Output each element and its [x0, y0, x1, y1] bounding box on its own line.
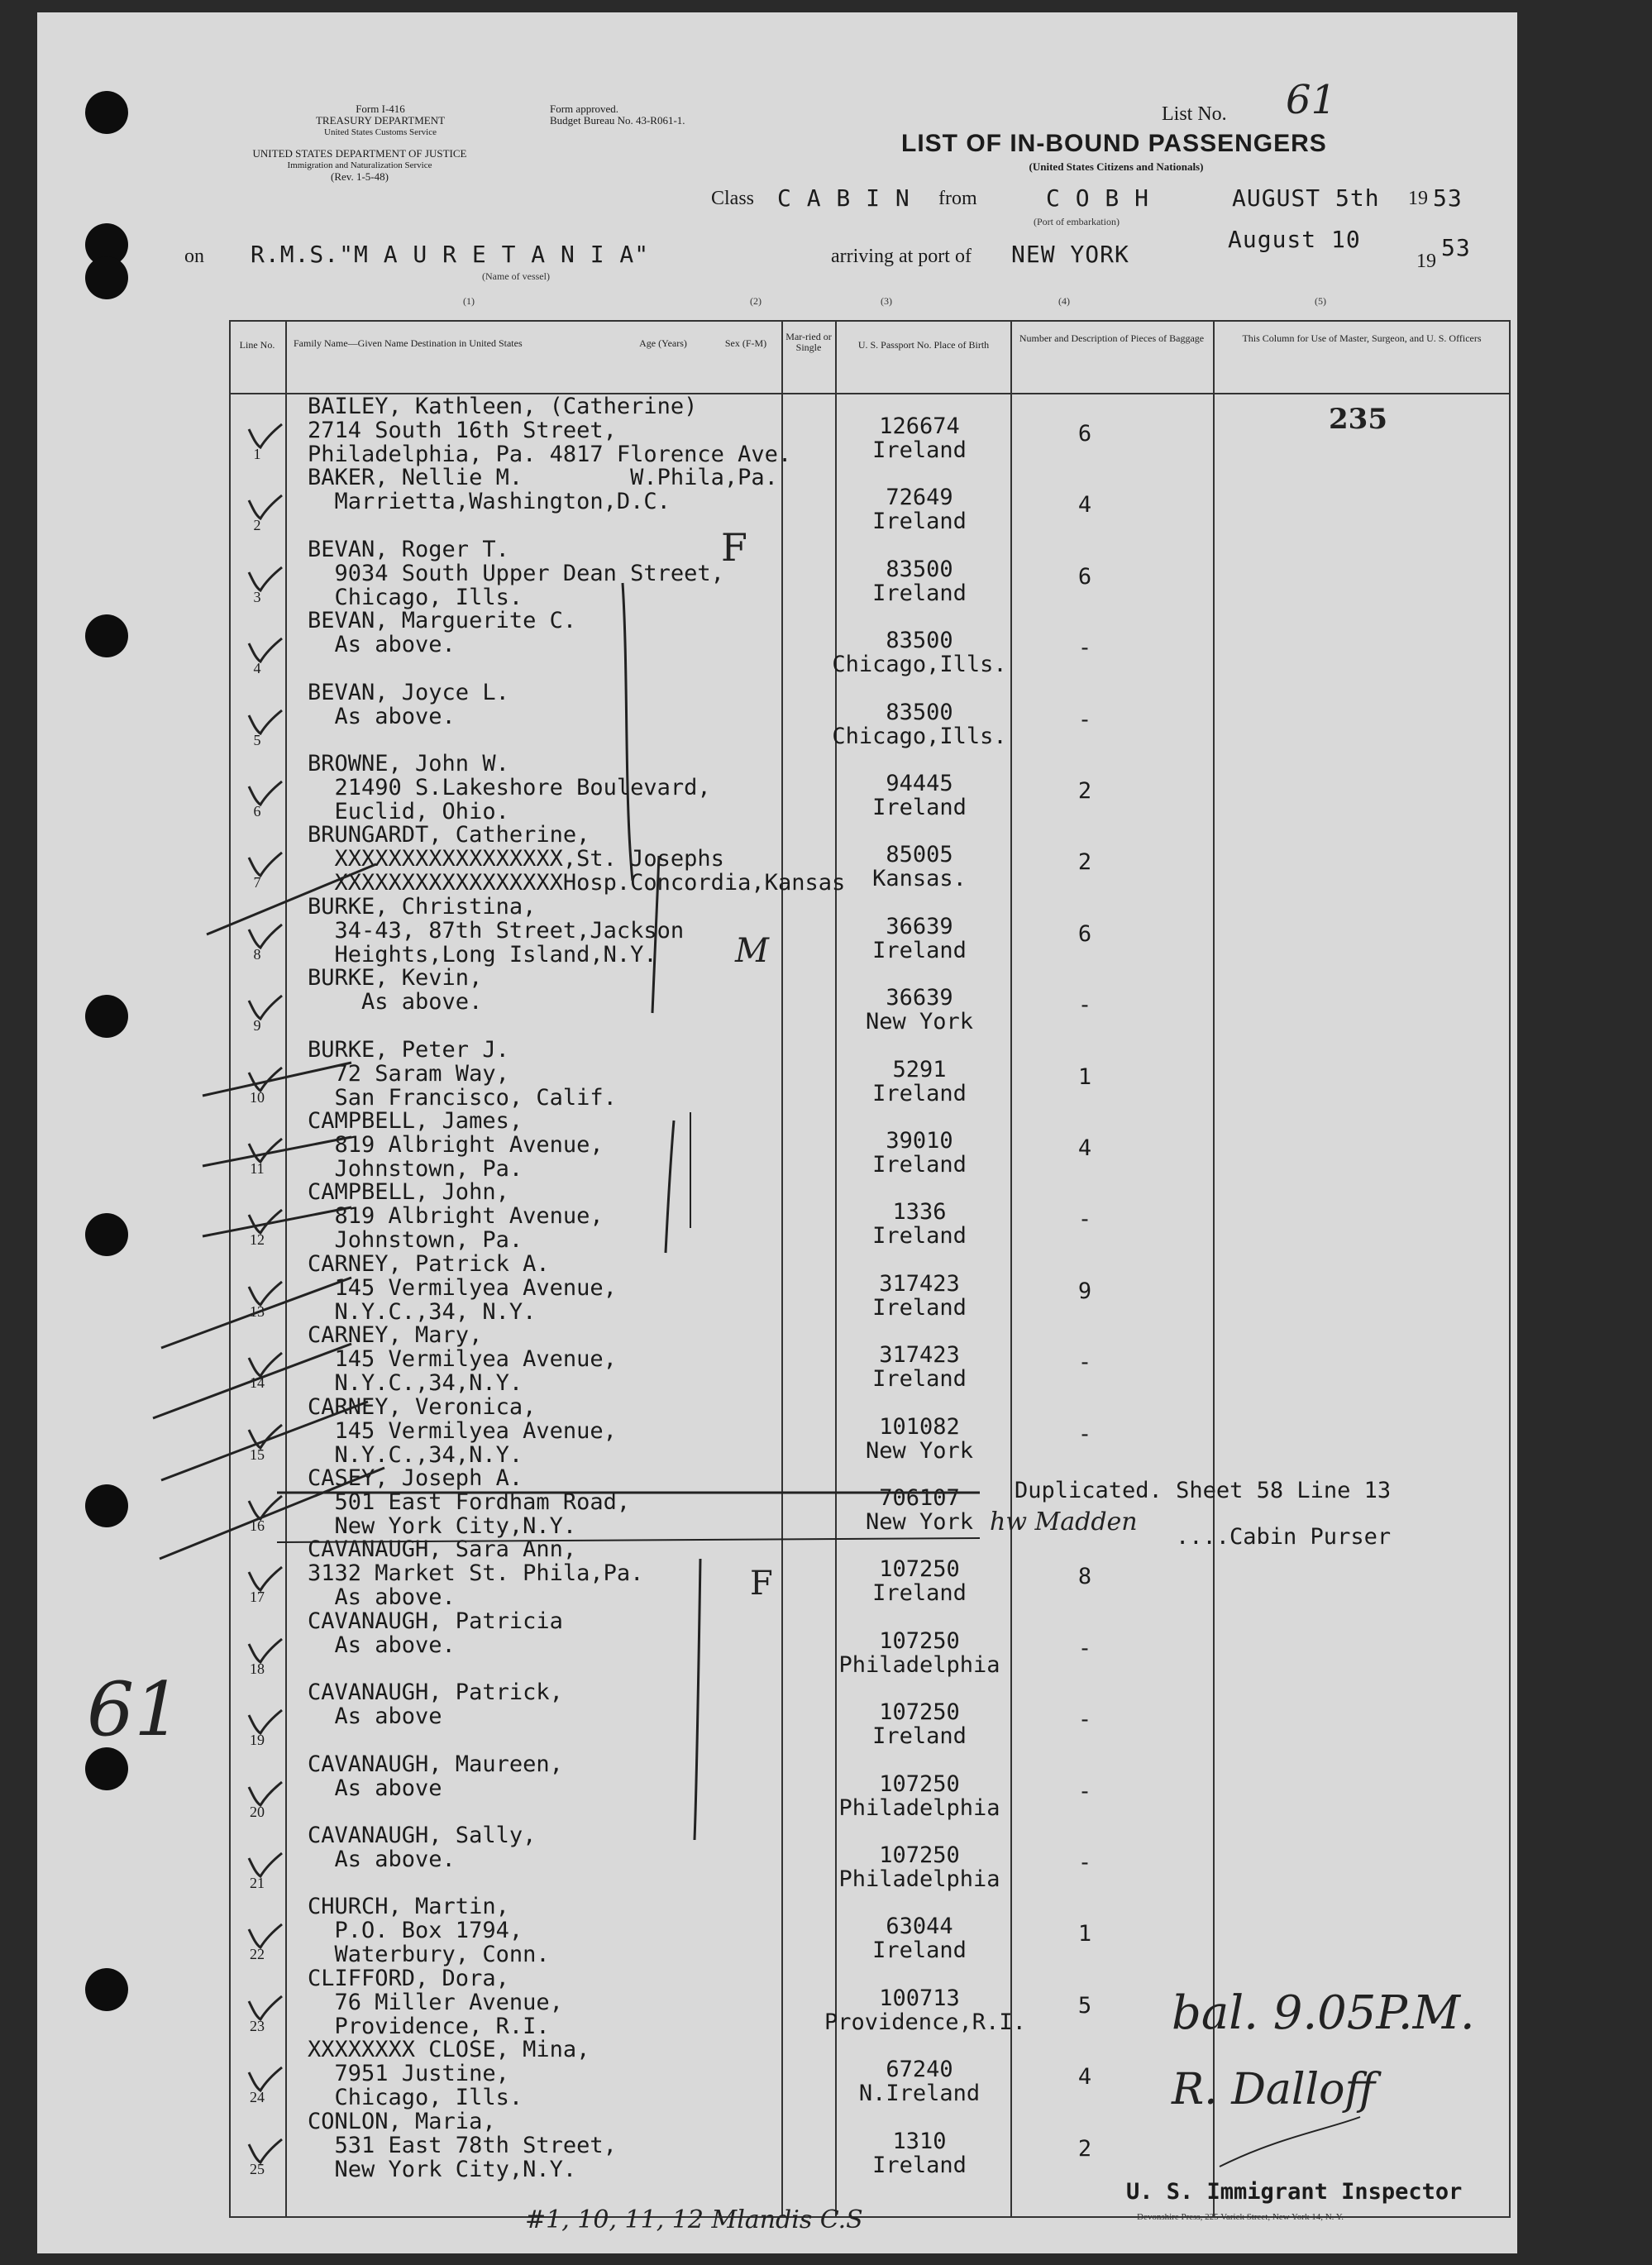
place-of-birth: Ireland: [872, 1294, 967, 1321]
address-line-2: San Francisco, Calif.: [308, 1084, 617, 1111]
passenger-name: BURKE, Kevin,: [308, 965, 483, 992]
mark-f-1: F: [721, 525, 747, 570]
baggage-count: -: [1077, 1421, 1092, 1447]
passenger-name: BEVAN, Joyce L.: [308, 679, 509, 705]
address-line-2: As above.: [308, 1847, 456, 1872]
address-line-1: 819 Albright Avenue,: [308, 1203, 604, 1230]
col-num-2: (2): [750, 295, 762, 307]
address-line-1: 3132 Market St. Phila,Pa.: [308, 1560, 644, 1587]
port-embark-note: (Port of embarkation): [1034, 216, 1120, 227]
address-line-1: 501 East Fordham Road,: [308, 1489, 631, 1515]
passenger-name: CAVANAUGH, Maureen,: [308, 1751, 563, 1777]
justice-dept: UNITED STATES DEPARTMENT OF JUSTICE: [252, 147, 467, 160]
page-title: LIST OF IN-BOUND PASSENGERS: [901, 130, 1327, 157]
address-line-2: Marrietta,Washington,D.C.: [308, 489, 671, 515]
address-line-2: New York City,N.Y.: [308, 2156, 577, 2182]
address-line-1: 145 Vermilyea Avenue,: [308, 1346, 617, 1373]
budget-bureau: Budget Bureau No. 43-R061-1.: [550, 114, 685, 127]
passport-number: 83500: [886, 628, 953, 654]
passport-number: 63044: [886, 1914, 953, 1940]
place-of-birth: Providence,R.I.: [824, 2009, 1026, 2035]
baggage-count: -: [1077, 992, 1092, 1019]
col-num-3: (3): [881, 295, 892, 307]
from-label: from: [938, 188, 977, 209]
baggage-count: -: [1077, 1707, 1092, 1733]
line-number: 13: [250, 1302, 265, 1320]
place-of-birth: Ireland: [872, 795, 967, 820]
place-of-birth: Ireland: [872, 1152, 967, 1178]
passport-number: 107250: [879, 1770, 960, 1797]
baggage-count: 2: [1077, 778, 1092, 804]
line-number: 3: [253, 588, 261, 605]
passport-number: 107250: [879, 1699, 960, 1726]
line-number: 15: [250, 1445, 265, 1463]
passport-number: 1336: [892, 1199, 947, 1226]
line-number: 5: [253, 731, 261, 748]
passport-number: 706107: [879, 1485, 960, 1511]
line-number: 24: [250, 2089, 265, 2106]
mark-m: M: [735, 932, 769, 970]
passport-number: 107250: [879, 1627, 960, 1654]
place-of-birth: New York: [865, 1009, 974, 1035]
form-approved: Form approved.: [550, 103, 619, 115]
passenger-name: XXXXXXXX CLOSE, Mina,: [308, 2037, 590, 2063]
manifest-sheet: [37, 12, 1517, 2253]
depart-date: AUGUST 5th: [1232, 184, 1380, 212]
address-line-1: 531 East 78th Street,: [308, 2132, 617, 2158]
address-line-2: Heights,Long Island,N.Y.: [308, 941, 657, 968]
col-line-header: Line No.: [239, 339, 275, 351]
col-sex-header: Sex (F-M): [724, 337, 767, 349]
address-line-1: 9034 South Upper Dean Street,: [308, 560, 724, 586]
place-of-birth: Ireland: [872, 1723, 967, 1750]
vessel-name: R.M.S."M A U R E T A N I A": [251, 241, 650, 268]
baggage-count: 9: [1077, 1278, 1092, 1304]
line-number: 8: [253, 945, 261, 963]
passport-number: 107250: [879, 1842, 960, 1868]
passenger-name: CARNEY, Mary,: [308, 1322, 483, 1349]
treasury-dept: TREASURY DEPARTMENT: [315, 114, 446, 127]
line-number: 17: [250, 1589, 265, 1606]
baggage-count: 4: [1077, 1135, 1092, 1161]
passenger-name: CAVANAUGH, Sara Ann,: [308, 1536, 577, 1563]
place-of-birth: Ireland: [872, 1366, 967, 1393]
passport-number: 83500: [886, 699, 953, 725]
officer-number: 235: [1329, 403, 1387, 436]
col-age-header: Age (Years): [639, 337, 687, 349]
arriving-label: arriving at port of: [831, 246, 972, 267]
line-number: 4: [253, 660, 261, 677]
address-line-2: Waterbury, Conn.: [308, 1942, 550, 1968]
baggage-count: 2: [1077, 849, 1092, 876]
passport-number: 317423: [879, 1270, 960, 1297]
line-number: 25: [250, 2160, 265, 2177]
address-line-1: 145 Vermilyea Avenue,: [308, 1417, 617, 1444]
arrival-year: 53: [1441, 234, 1471, 261]
baggage-count: 8: [1077, 1564, 1092, 1590]
baggage-count: 6: [1077, 563, 1092, 590]
mark-f-2: F: [750, 1565, 773, 1603]
passenger-name: BURKE, Peter J.: [308, 1036, 509, 1063]
address-line-2: Euclid, Ohio.: [308, 799, 509, 824]
place-of-birth: Ireland: [872, 437, 967, 463]
place-of-birth: Kansas.: [872, 866, 967, 892]
col-num-1: (1): [463, 295, 475, 307]
passenger-name: CAVANAUGH, Sally,: [308, 1823, 537, 1848]
passenger-name: CAMPBELL, John,: [308, 1179, 509, 1206]
revision: (Rev. 1-5-48): [331, 170, 389, 183]
on-label: on: [184, 246, 204, 267]
passenger-name: BEVAN, Roger T.: [308, 536, 509, 562]
place-of-birth: Ireland: [872, 1580, 967, 1607]
place-of-birth: New York: [865, 1509, 974, 1535]
form-number: Form I-416: [356, 103, 405, 115]
margin-number: 61: [87, 1666, 182, 1753]
col-officers-header: This Column for Use of Master, Surgeon, and U. S. Officers: [1242, 332, 1482, 344]
duplicated-note: Duplicated. Sheet 58 Line 13: [1015, 1478, 1392, 1503]
passport-number: 67240: [886, 2057, 953, 2083]
passenger-name: CAVANAUGH, Patricia: [308, 1608, 563, 1634]
address-line-1: 21490 S.Lakeshore Boulevard,: [308, 775, 711, 800]
passenger-name: BAKER, Nellie M. W.Phila,Pa.: [308, 465, 778, 491]
line-number: 18: [250, 1660, 265, 1677]
line-number: 1: [253, 446, 261, 462]
passenger-name: CARNEY, Patrick A.: [308, 1250, 550, 1277]
arrival-date: August 10: [1228, 226, 1361, 253]
place-of-birth: Ireland: [872, 1938, 967, 1964]
line-number: 6: [253, 803, 261, 820]
line-number: 9: [253, 1017, 261, 1035]
line-number: 20: [250, 1803, 265, 1820]
col-baggage-header: Number and Description of Pieces of Baggage: [1019, 332, 1205, 344]
ins-service: Immigration and Naturalization Service: [287, 160, 432, 170]
baggage-count: -: [1077, 1207, 1092, 1233]
baggage-count: 1: [1077, 1921, 1092, 1947]
page-subtitle: (United States Citizens and Nationals): [1029, 160, 1204, 173]
address-line-2: As above.: [308, 989, 483, 1015]
passenger-name: BEVAN, Marguerite C.: [308, 608, 577, 634]
col-num-4: (4): [1058, 295, 1070, 307]
list-no-value: 61: [1286, 77, 1337, 123]
purser-note: ....Cabin Purser: [1176, 1524, 1392, 1550]
col-married-header: Mar-ried or Single: [785, 331, 832, 353]
place-of-birth: Philadelphia: [838, 1866, 1000, 1892]
list-no-label: List No.: [1162, 103, 1227, 125]
baggage-count: 2: [1077, 2135, 1092, 2162]
passenger-name: CAMPBELL, James,: [308, 1108, 523, 1134]
depart-year-prefix: 19: [1408, 188, 1428, 209]
address-line-1: 145 Vermilyea Avenue,: [308, 1274, 617, 1301]
address-line-1: 7951 Justine,: [308, 2061, 509, 2087]
place-of-birth: Chicago,Ills.: [832, 652, 1007, 678]
address-line-2: N.Y.C.,34, N.Y.: [308, 1298, 537, 1325]
passport-number: 100713: [879, 1985, 960, 2011]
address-line-2: As above: [308, 1775, 442, 1801]
address-line-1: 72 Saram Way,: [308, 1060, 509, 1087]
place-of-birth: Ireland: [872, 1080, 967, 1106]
address-line-2: Chicago, Ills.: [308, 2085, 523, 2111]
place-of-birth: Philadelphia: [838, 1651, 1000, 1678]
address-line-2: Chicago, Ills.: [308, 584, 523, 610]
from-value: C O B H: [1046, 184, 1150, 212]
col-passport-header: U. S. Passport No. Place of Birth: [857, 339, 990, 351]
vessel-note: (Name of vessel): [482, 270, 550, 282]
line-number: 19: [250, 1732, 265, 1749]
address-line-2: N.Y.C.,34,N.Y.: [308, 1441, 523, 1468]
line-number: 14: [250, 1374, 265, 1392]
passenger-name: BURKE, Christina,: [308, 893, 537, 920]
passport-number: 36639: [886, 913, 953, 939]
passenger-name: CLIFFORD, Dora,: [308, 1965, 509, 1991]
passenger-name: CASEY, Joseph A.: [308, 1465, 523, 1491]
class-label: Class: [711, 188, 755, 209]
address-line-1: 34-43, 87th Street,Jackson: [308, 917, 685, 944]
pen-marks: [37, 12, 1517, 2253]
line-number: 22: [250, 1946, 265, 1963]
passenger-name: BAILEY, Kathleen, (Catherine): [308, 394, 698, 419]
place-of-birth: Ireland: [872, 2152, 967, 2178]
baggage-count: -: [1077, 1350, 1092, 1376]
address-line-2: As above.: [308, 1584, 456, 1611]
baggage-count: -: [1077, 1850, 1092, 1876]
passport-number: 317423: [879, 1342, 960, 1369]
address-line-2: Philadelphia, Pa. 4817 Florence Ave.: [308, 442, 792, 467]
address-line-1: P.O. Box 1794,: [308, 1918, 523, 1944]
baggage-count: -: [1077, 1778, 1092, 1804]
line-number: 16: [250, 1517, 265, 1534]
baggage-count: 6: [1077, 421, 1092, 447]
place-of-birth: Philadelphia: [838, 1794, 1000, 1821]
footer-handwriting: #1, 10, 11, 12 Mlandis C.S: [525, 2205, 863, 2234]
line-number: 2: [253, 517, 261, 534]
address-line-1: XXXXXXXXXXXXXXXXX,St. Josephs: [308, 846, 724, 872]
address-line-2: As above: [308, 1704, 442, 1730]
time-note: bal. 9.05P.M.: [1172, 1986, 1475, 2040]
arrival-port: NEW YORK: [1011, 241, 1129, 268]
passenger-name: CHURCH, Martin,: [308, 1894, 509, 1920]
baggage-count: 4: [1077, 2064, 1092, 2091]
passport-number: 72649: [886, 485, 953, 511]
address-line-2: XXXXXXXXXXXXXXXXXHosp.Concordia,Kansas: [308, 870, 846, 896]
baggage-count: 5: [1077, 1992, 1092, 2019]
inspector-label: U. S. Immigrant Inspector: [1126, 2179, 1463, 2205]
place-of-birth: Ireland: [872, 1223, 967, 1250]
passport-number: 5291: [892, 1056, 947, 1082]
passport-number: 101082: [879, 1413, 960, 1440]
address-line-2: As above.: [308, 632, 456, 658]
place-of-birth: Chicago,Ills.: [832, 723, 1007, 749]
passenger-name: BRUNGARDT, Catherine,: [308, 822, 590, 848]
passport-number: 126674: [879, 413, 960, 439]
address-line-2: As above.: [308, 703, 456, 729]
passport-number: 39010: [886, 1128, 953, 1154]
passport-number: 94445: [886, 771, 953, 796]
baggage-count: 1: [1077, 1063, 1092, 1090]
place-of-birth: Ireland: [872, 937, 967, 963]
passenger-name: CAVANAUGH, Patrick,: [308, 1680, 563, 1706]
line-number: 7: [253, 874, 261, 891]
depart-year: 53: [1433, 184, 1463, 212]
line-number: 12: [250, 1231, 265, 1249]
class-value: C A B I N: [777, 184, 910, 212]
baggage-count: 4: [1077, 492, 1092, 518]
address-line-2: Johnstown, Pa.: [308, 1156, 523, 1182]
place-of-birth: Ireland: [872, 509, 967, 535]
place-of-birth: Ireland: [872, 580, 967, 606]
baggage-count: -: [1077, 635, 1092, 662]
address-line-2: New York City,N.Y.: [308, 1513, 577, 1539]
passport-number: 83500: [886, 556, 953, 582]
baggage-count: -: [1077, 706, 1092, 733]
purser-signature: hw Madden: [990, 1508, 1138, 1536]
baggage-count: 6: [1077, 920, 1092, 947]
address-line-2: Providence, R.I.: [308, 2013, 550, 2039]
passenger-name: BROWNE, John W.: [308, 751, 509, 777]
passenger-name: CONLON, Maria,: [308, 2108, 496, 2134]
address-line-1: 76 Miller Avenue,: [308, 1989, 563, 2015]
passenger-name: CARNEY, Veronica,: [308, 1393, 537, 1420]
line-number: 21: [250, 1875, 265, 1891]
place-of-birth: N.Ireland: [858, 2081, 981, 2107]
printer-credit: Devonshire Press, 225 Varick Street, New York 14, N. Y.: [1137, 2212, 1344, 2222]
passport-number: 107250: [879, 1556, 960, 1583]
passport-number: 36639: [886, 985, 953, 1011]
inspector-signature: R. Dalloff: [1172, 2065, 1376, 2114]
baggage-count: -: [1077, 1635, 1092, 1661]
address-line-2: N.Y.C.,34,N.Y.: [308, 1370, 523, 1397]
arrival-year-prefix: 19: [1416, 251, 1436, 272]
address-line-1: 819 Albright Avenue,: [308, 1132, 604, 1158]
passport-number: 1310: [892, 2128, 947, 2154]
col-name-header: Family Name—Given Name Destination in United States: [294, 337, 523, 349]
col-num-5: (5): [1315, 295, 1326, 307]
address-line-2: Johnstown, Pa.: [308, 1227, 523, 1254]
address-line-1: 2714 South 16th Street,: [308, 418, 617, 443]
line-number: 10: [250, 1088, 265, 1106]
line-number: 11: [250, 1160, 265, 1177]
address-line-2: As above.: [308, 1632, 456, 1658]
line-number: 23: [250, 2017, 265, 2034]
customs-service: United States Customs Service: [324, 127, 437, 137]
place-of-birth: New York: [865, 1437, 974, 1464]
passport-number: 85005: [886, 842, 953, 868]
